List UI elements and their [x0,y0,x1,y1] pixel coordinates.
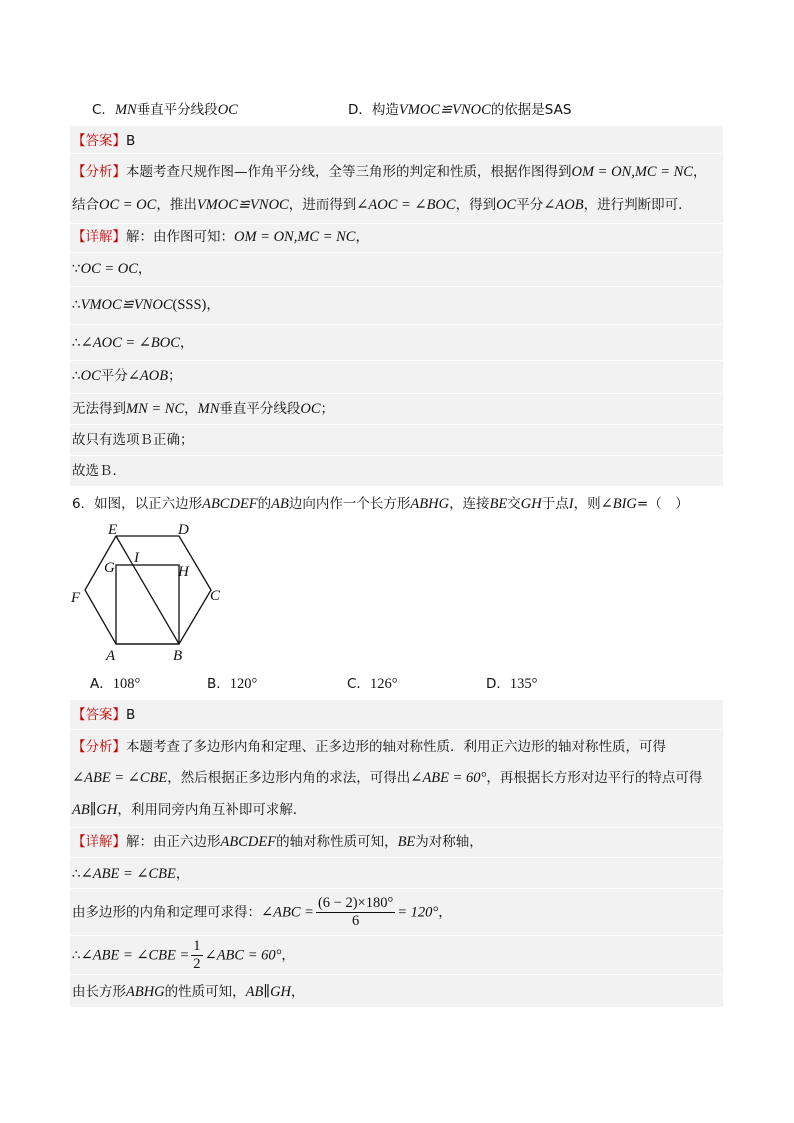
q6-detail-line-1: 【详解】解：由正六边形ABCDEF的轴对称性质可知，BE为对称轴， [72,834,483,850]
label-a: A [106,648,116,664]
rectangle-abhg [116,565,179,644]
fraction-interior-angle: $\frac{(6 - 2)\times 180^\circ}{6}$ [317,895,394,929]
label-i: I [134,550,139,566]
label-b: B [173,648,183,664]
q6-detail-line-3: 由多边形的内角和定理可求得：∠ABC = $\frac{(6 - 2)\times 180^\circ}{6}$ = 120°， [72,895,452,929]
q5-detail-line-3: ∴VMOC≌VNOC(SSS)， [72,297,220,313]
q5-option-d: D．构造VMOC≌VNOC的依据是SAS [348,102,572,118]
hexagon-figure [68,518,238,668]
label-h: H [178,564,189,580]
q6-stem: 6．如图，以正六边形ABCDEF的AB边向内作一个长方形ABHG，连接BE交GH于点I，则∠BIG=（ ） [72,496,689,512]
q5-detail-line-6: 无法得到MN = NC，MN垂直平分线段OC； [72,401,335,417]
q5-option-c: C．MN垂直平分线段OC [92,102,238,118]
q5-detail-line-7: 故只有选项Ｂ正确； [72,432,194,448]
q6-answer: 【答案】B [72,707,136,723]
q6-detail-line-4: ∴∠ABE = ∠CBE = $\frac{1}{2}$ ∠ABC = 60°， [72,938,295,972]
q5-detail-line-5: ∴OC平分∠AOB； [72,368,182,384]
label-f: F [71,590,81,606]
q5-detail-line-4: ∴∠AOC = ∠BOC， [72,335,194,351]
q6-analysis-line-1: 【分析】本题考查了多边形内角和定理、正多边形的轴对称性质．利用正六边形的轴对称性质，可得 [72,739,666,755]
q5-analysis-line-1: 【分析】本题考查尺规作图—作角平分线，全等三角形的判定和性质，根据作图得到OM = ON,MC = NC， [72,164,707,180]
q6-analysis-line-3: AB∥GH，利用同旁内角互补即可求解． [72,802,307,818]
q6-analysis-line-2: ∠ABE = ∠CBE，然后根据正多边形内角的求法，可得出∠ABE = 60°，再根据长方形对边平行的特点可得 [72,770,703,786]
q5-detail-line-2: ∵OC = OC， [72,261,152,277]
label-d: D [178,522,189,538]
label-c: C [210,588,221,604]
segment-be [116,536,179,644]
q5-detail-line-8: 故选Ｂ． [72,463,126,479]
q6-option-d: D．135° [486,676,538,692]
q6-option-b: B．120° [207,676,258,692]
q5-detail-line-1: 【详解】解：由作图可知：OM = ON,MC = NC， [72,229,369,245]
q6-option-a: A．108° [90,676,141,692]
label-g: G [104,560,115,576]
q6-option-c: C．126° [347,676,398,692]
q5-analysis-line-2: 结合OC = OC，推出VMOC≌VNOC，进而得到∠AOC = ∠BOC，得到OC平分∠AOB，进行判断即可． [72,197,692,213]
q6-detail-line-5: 由长方形ABHG的性质可知，AB∥GH， [72,984,305,1000]
q6-detail-line-2: ∴∠ABE = ∠CBE， [72,866,190,882]
q5-answer: 【答案】B [72,133,136,149]
label-e: E [108,522,118,538]
fraction-one-half: $\frac{1}{2}$ [193,938,201,972]
